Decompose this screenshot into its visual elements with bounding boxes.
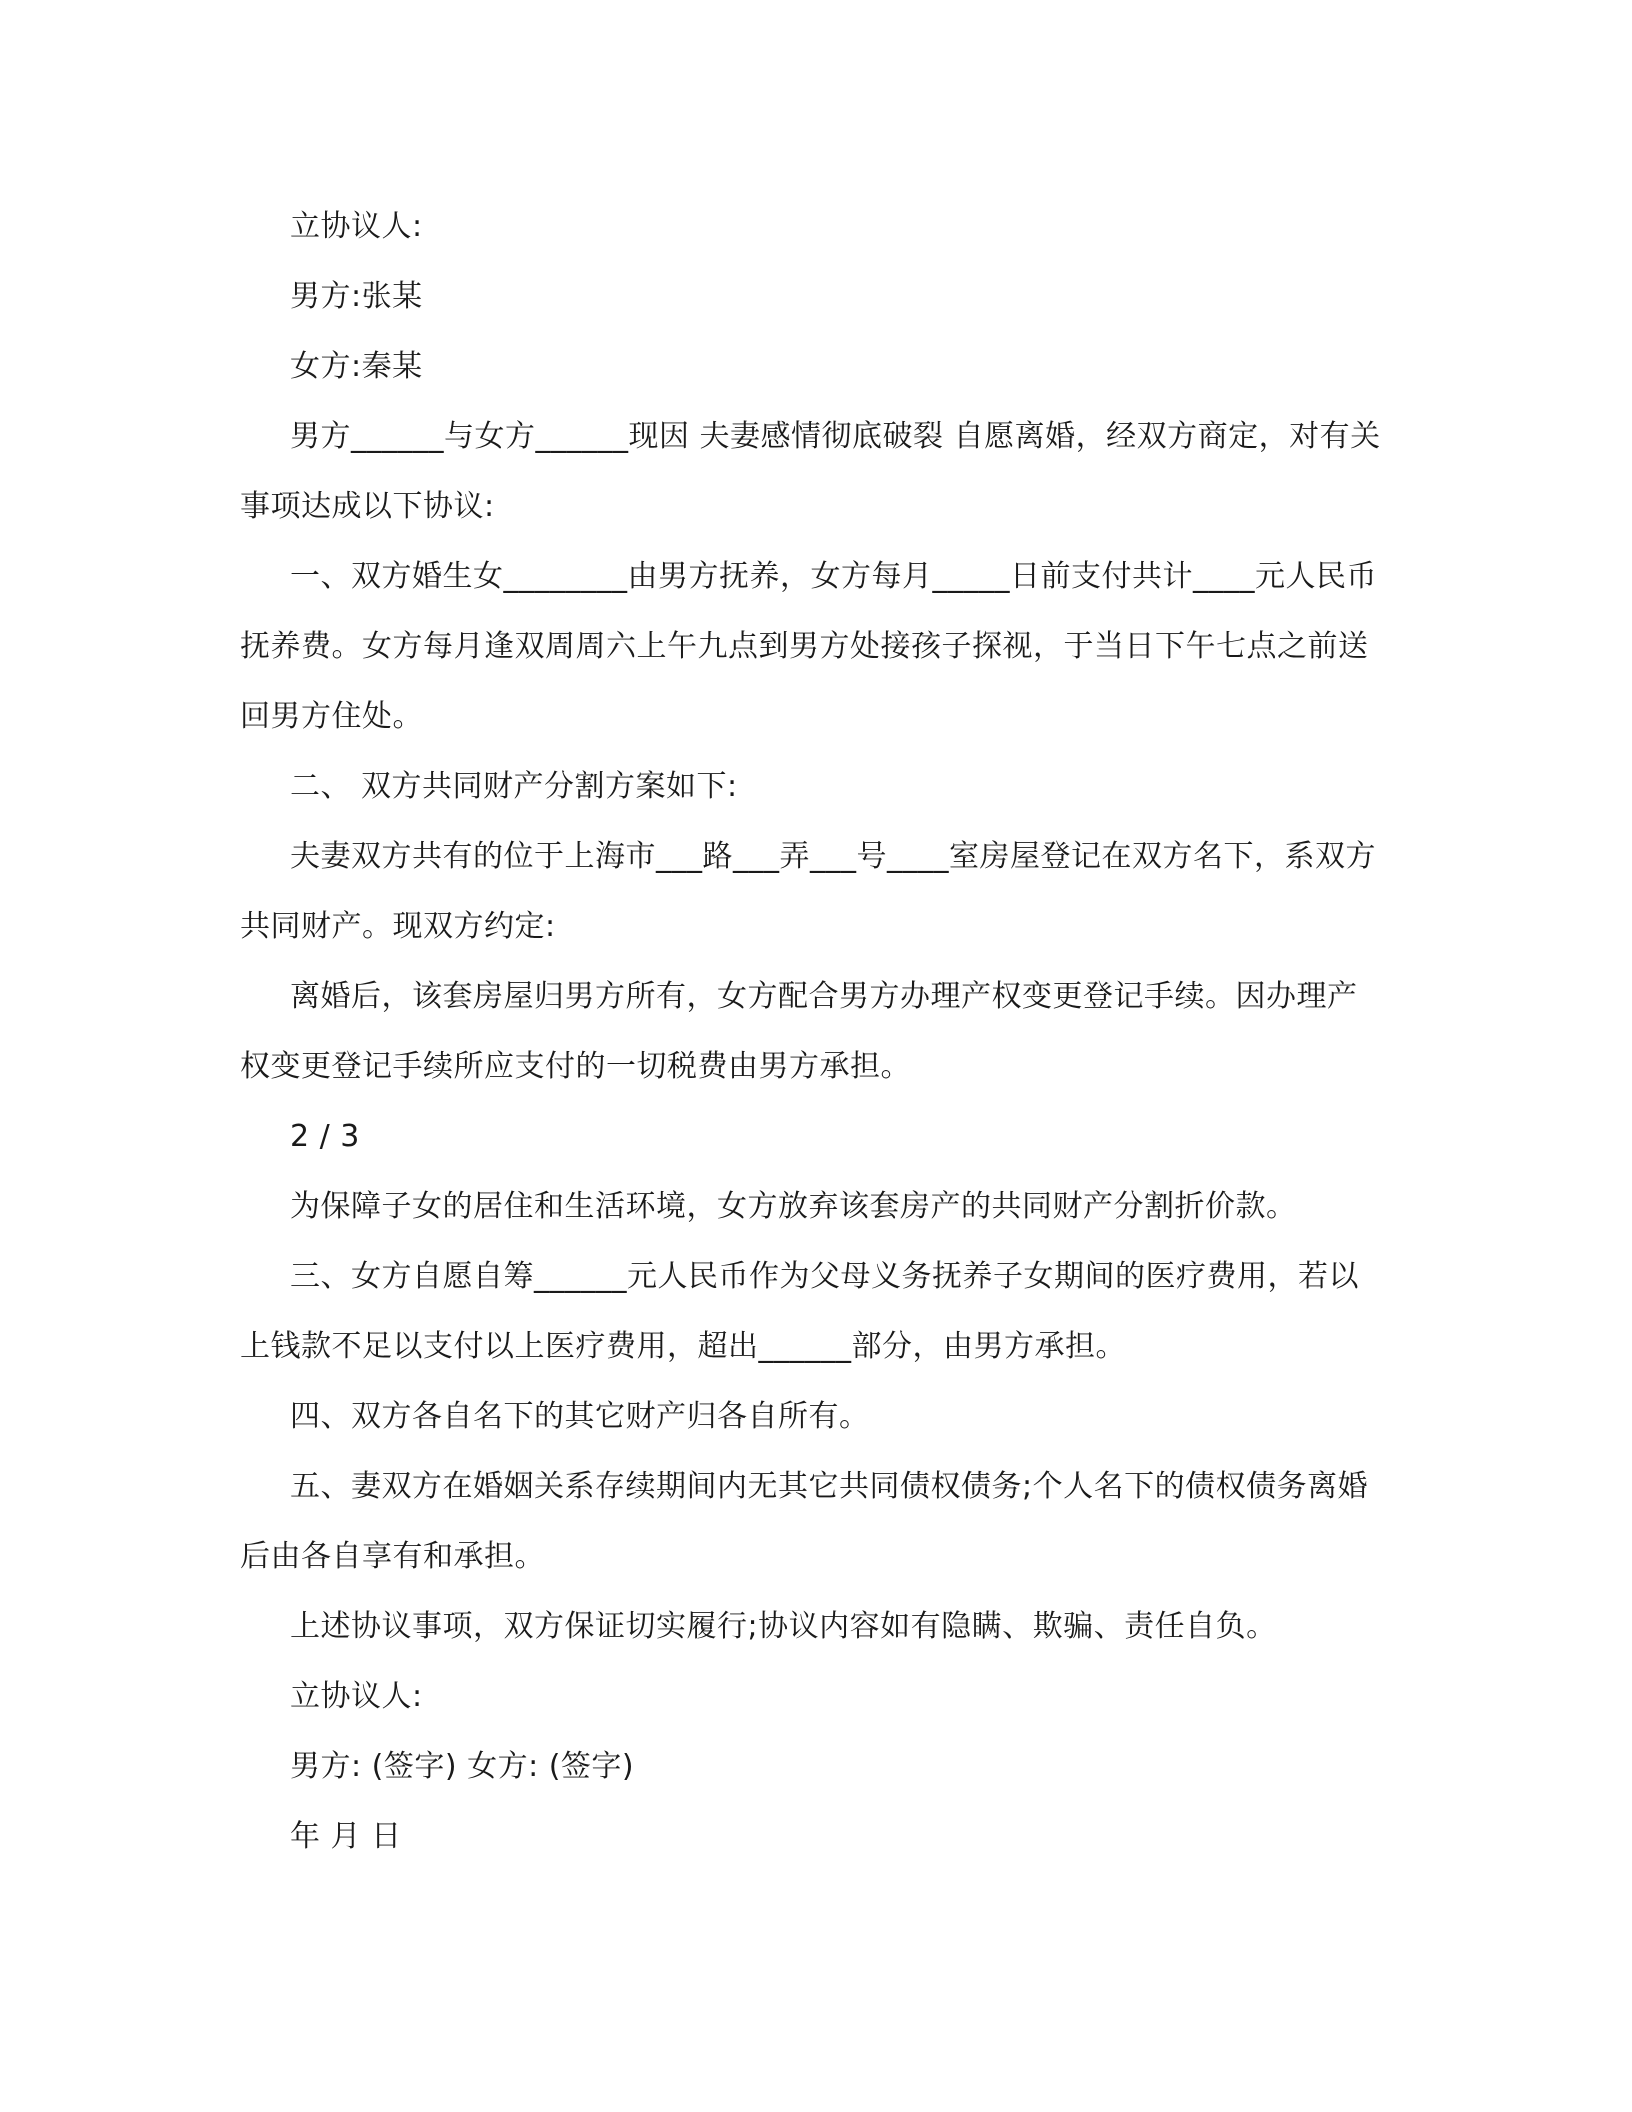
footer-label: 立协议人: bbox=[290, 1679, 423, 1714]
clause-2-waive: 为保障子女的居住和生活环境，女方放弃该套房产的共同财产分割折价款。 bbox=[290, 1189, 1297, 1224]
clause-3: 三、女方自愿自筹______元人民币作为父母义务抚养子女期间的医疗费用，若以上钱款不足以支付以上医疗费用，超出______部分，由男方承担。 bbox=[240, 1259, 1359, 1364]
clause-5: 五、妻双方在婚姻关系存续期间内无其它共同债权债务;个人名下的债权债务离婚后由各自享有和承担。 bbox=[240, 1469, 1369, 1574]
document-body bbox=[240, 192, 1386, 1872]
clause-2-after: 离婚后，该套房屋归男方所有，女方配合男方办理产权变更登记手续。因办理产权变更登记手续所应支付的一切税费由男方承担。 bbox=[240, 979, 1358, 1084]
clause-2-house: 夫妻双方共有的位于上海市___路___弄___号____室房屋登记在双方名下，系双方共同财产。现双方约定: bbox=[240, 839, 1376, 944]
page-number: 2 / 3 bbox=[290, 1119, 360, 1154]
male-party: 男方:张某 bbox=[290, 279, 423, 314]
date-line: 年 月 日 bbox=[290, 1819, 402, 1854]
clause-2-title: 二、 双方共同财产分割方案如下: bbox=[290, 769, 738, 804]
signatures: 男方: (签字) 女方: (签字) bbox=[290, 1749, 635, 1784]
female-party: 女方:秦某 bbox=[290, 349, 423, 384]
clause-1: 一、双方婚生女________由男方抚养，女方每月_____日前支付共计____元人民币抚养费。女方每月逢双周周六上午九点到男方处接孩子探视，于当日下午七点之前送回男方住处。 bbox=[240, 559, 1377, 734]
header-label: 立协议人: bbox=[290, 209, 423, 244]
guarantee: 上述协议事项，双方保证切实履行;协议内容如有隐瞒、欺骗、责任自负。 bbox=[290, 1609, 1277, 1644]
clause-4: 四、双方各自名下的其它财产归各自所有。 bbox=[290, 1399, 870, 1434]
intro-paragraph: 男方______与女方______现因 夫妻感情彻底破裂 自愿离婚，经双方商定，对有关事项达成以下协议: bbox=[240, 419, 1381, 524]
